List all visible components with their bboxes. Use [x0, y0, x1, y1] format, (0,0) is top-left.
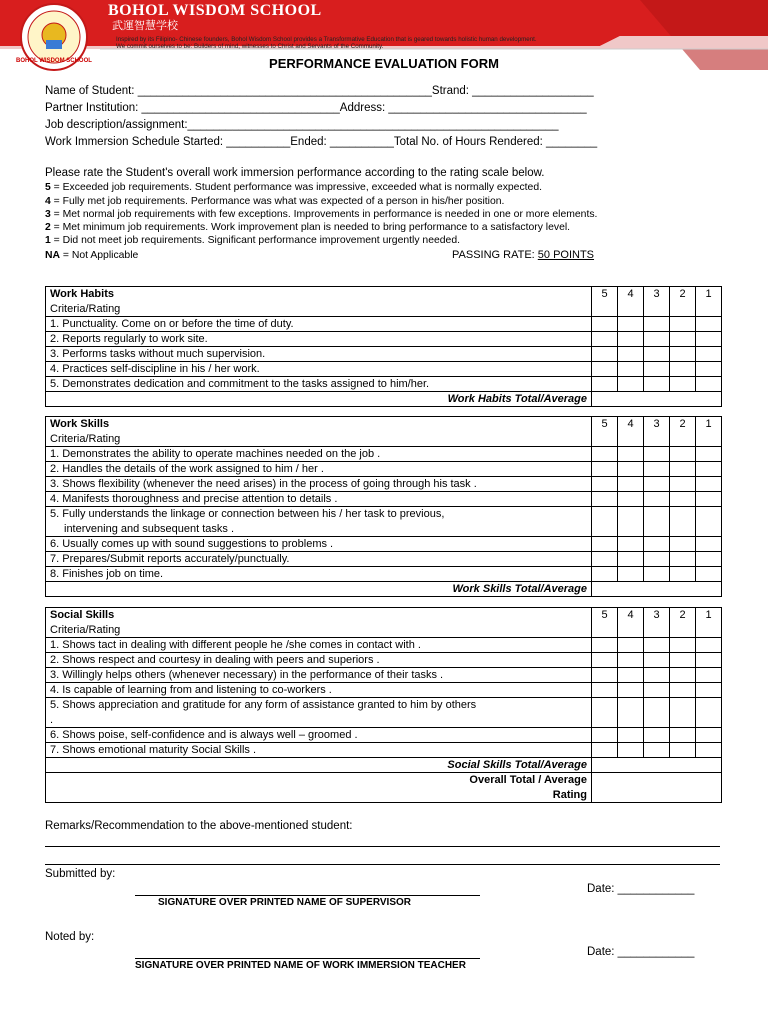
table-row: [46, 492, 722, 507]
rating-cell[interactable]: [618, 492, 644, 507]
rating-cell[interactable]: [696, 377, 722, 392]
criterion: 6. Shows poise, self-confidence and is always well – groomed .: [46, 728, 592, 743]
svg-text:BOHOL WISDOM SCHOOL: BOHOL WISDOM SCHOOL: [16, 58, 92, 64]
work-habits-table: [45, 286, 722, 407]
noted-by-label: Noted by:: [45, 931, 95, 943]
rating-cell[interactable]: [618, 552, 644, 567]
rating-cell[interactable]: [644, 507, 670, 537]
rating-cell[interactable]: [644, 743, 670, 758]
rating-header: 2: [670, 287, 696, 317]
table-row: [46, 317, 722, 332]
scale-item: 5 = Exceeded job requirements. Student performance was impressive, exceeded what is normally expected.: [45, 182, 542, 193]
rating-cell[interactable]: [592, 537, 618, 552]
total-cell[interactable]: [592, 392, 722, 407]
scale-item: 3 = Met normal job requirements with few exceptions. Improvements in performance is needed in one or more elements.: [45, 209, 598, 220]
table-row: [46, 332, 722, 347]
student-name-field[interactable]: Name of Student: ______________________________________________Strand: ___________________: [45, 85, 594, 97]
remarks-label: Remarks/Recommendation to the above-mentioned student:: [45, 820, 353, 832]
rating-cell[interactable]: [618, 653, 644, 668]
passing-rate-value: 50 POINTS: [537, 249, 595, 261]
rating-cell[interactable]: [670, 332, 696, 347]
table-row: [46, 638, 722, 653]
rating-cell[interactable]: [670, 317, 696, 332]
rating-cell[interactable]: [670, 362, 696, 377]
scale-item: 2 = Met minimum job requirements. Work improvement plan is needed to bring performance to a satisfactory level.: [45, 222, 571, 233]
rating-instruction: Please rate the Student's overall work immersion performance according to the rating scale below.: [45, 167, 545, 179]
rating-cell[interactable]: [644, 447, 670, 462]
rating-header: 4: [618, 287, 644, 317]
total-cell[interactable]: [592, 582, 722, 597]
table-row: [46, 537, 722, 552]
rating-cell[interactable]: [618, 362, 644, 377]
rating-cell[interactable]: [696, 567, 722, 582]
table-row: [46, 552, 722, 567]
rating-cell[interactable]: [670, 347, 696, 362]
table-row: [46, 668, 722, 683]
rating-cell[interactable]: [592, 362, 618, 377]
remarks-line[interactable]: [45, 864, 720, 865]
rating-cell[interactable]: [644, 492, 670, 507]
scale-item: 4 = Fully met job requirements. Performance was what was expected of a person in his/her position.: [45, 196, 505, 207]
total-cell[interactable]: [592, 758, 722, 773]
rating-cell[interactable]: [696, 683, 722, 698]
total-row: [46, 392, 722, 407]
table-row: [46, 462, 722, 477]
criterion: 2. Shows respect and courtesy in dealing with peers and superiors .: [46, 653, 592, 668]
rating-cell[interactable]: [644, 477, 670, 492]
job-description-field[interactable]: Job description/assignment:__________________________________________________________: [45, 119, 559, 131]
rating-cell[interactable]: [592, 462, 618, 477]
rating-cell[interactable]: [592, 728, 618, 743]
table-row: [46, 477, 722, 492]
rating-header: 5: [592, 417, 618, 447]
rating-cell[interactable]: [618, 683, 644, 698]
criterion: 7. Shows emotional maturity Social Skills .: [46, 743, 592, 758]
school-chinese-name: 武運智慧学校: [112, 20, 178, 32]
rating-cell[interactable]: [644, 728, 670, 743]
school-tagline-2: We commit ourselves to be: Builders of mind, witnesses to Christ and Servants of the Community.: [116, 43, 384, 50]
teacher-date-field[interactable]: Date: ____________: [587, 946, 695, 958]
table-row: [46, 567, 722, 582]
rating-cell[interactable]: [670, 492, 696, 507]
rating-cell[interactable]: [670, 728, 696, 743]
rating-cell[interactable]: [696, 668, 722, 683]
rating-cell[interactable]: [592, 668, 618, 683]
schedule-field[interactable]: Work Immersion Schedule Started: __________Ended: __________Total No. of Hours Rendered: ________: [45, 136, 598, 148]
table-row: [46, 362, 722, 377]
criterion: 5. Fully understands the linkage or connection between his / her task to previous, intervening and subsequent tasks .: [46, 507, 592, 537]
rating-cell[interactable]: [644, 683, 670, 698]
rating-cell[interactable]: [592, 638, 618, 653]
criterion: 4. Practices self-discipline in his / her work.: [46, 362, 592, 377]
rating-cell[interactable]: [696, 477, 722, 492]
criterion: 6. Usually comes up with sound suggestions to problems .: [46, 537, 592, 552]
rating-cell[interactable]: [644, 317, 670, 332]
teacher-caption: SIGNATURE OVER PRINTED NAME OF WORK IMMERSION TEACHER: [135, 960, 466, 971]
social-skills-total-label: Social Skills Total/Average: [46, 758, 592, 773]
rating-header: 3: [644, 287, 670, 317]
rating-header: 4: [618, 608, 644, 638]
work-habits-total-label: Work Habits Total/Average: [46, 392, 592, 407]
rating-header: 3: [644, 608, 670, 638]
rating-cell[interactable]: [696, 698, 722, 728]
rating-cell[interactable]: [644, 638, 670, 653]
rating-cell[interactable]: [618, 447, 644, 462]
supervisor-caption: SIGNATURE OVER PRINTED NAME OF SUPERVISOR: [158, 897, 411, 908]
supervisor-signature-line[interactable]: [135, 895, 480, 896]
rating-header: 5: [592, 287, 618, 317]
social-skills-table: [45, 607, 722, 803]
rating-cell[interactable]: [644, 668, 670, 683]
rating-cell[interactable]: [670, 638, 696, 653]
rating-cell[interactable]: [696, 492, 722, 507]
section-header: Work Skills Criteria/Rating: [46, 417, 592, 447]
work-skills-total-label: Work Skills Total/Average: [46, 582, 592, 597]
rating-cell[interactable]: [670, 653, 696, 668]
rating-cell[interactable]: [618, 377, 644, 392]
work-skills-table: [45, 416, 722, 597]
rating-cell[interactable]: [592, 347, 618, 362]
rating-cell[interactable]: [644, 567, 670, 582]
form-title: PERFORMANCE EVALUATION FORM: [269, 56, 499, 71]
criterion: 2. Reports regularly to work site.: [46, 332, 592, 347]
rating-cell[interactable]: [696, 507, 722, 537]
rating-header: 5: [592, 608, 618, 638]
criterion: 1. Punctuality. Come on or before the time of duty.: [46, 317, 592, 332]
section-header: Social Skills Criteria/Rating: [46, 608, 592, 638]
criterion: 7. Prepares/Submit reports accurately/punctually.: [46, 552, 592, 567]
rating-cell[interactable]: [592, 552, 618, 567]
rating-header: 1: [696, 287, 722, 317]
criterion: 5. Demonstrates dedication and commitment to the tasks assigned to him/her.: [46, 377, 592, 392]
rating-cell[interactable]: [618, 668, 644, 683]
criterion: 4. Is capable of learning from and listening to co-workers .: [46, 683, 592, 698]
rating-cell[interactable]: [592, 507, 618, 537]
overall-row: [46, 773, 722, 803]
rating-header: 2: [670, 417, 696, 447]
rating-cell[interactable]: [670, 683, 696, 698]
total-row: [46, 582, 722, 597]
school-tagline-1: Inspired by its Filipino- Chinese founders, Bohol Wisdom School provides a Transformative Education that is geared towards holistic human development.: [116, 36, 537, 43]
table-row: [46, 743, 722, 758]
rating-cell[interactable]: [618, 638, 644, 653]
remarks-line[interactable]: [45, 846, 720, 847]
criterion: 1. Shows tact in dealing with different people he /she comes in contact with .: [46, 638, 592, 653]
rating-cell[interactable]: [696, 537, 722, 552]
rating-cell[interactable]: [644, 377, 670, 392]
criterion: 5. Shows appreciation and gratitude for any form of assistance granted to him by others .: [46, 698, 592, 728]
rating-header: 3: [644, 417, 670, 447]
rating-cell[interactable]: [644, 552, 670, 567]
rating-cell[interactable]: [592, 377, 618, 392]
table-row: [46, 377, 722, 392]
rating-cell[interactable]: [644, 698, 670, 728]
table-row: [46, 653, 722, 668]
rating-cell[interactable]: [670, 447, 696, 462]
criterion: 4. Manifests thoroughness and precise attention to details .: [46, 492, 592, 507]
rating-cell[interactable]: [592, 447, 618, 462]
rating-cell[interactable]: [644, 462, 670, 477]
rating-cell[interactable]: [618, 477, 644, 492]
rating-cell[interactable]: [670, 477, 696, 492]
rating-cell[interactable]: [696, 447, 722, 462]
rating-cell[interactable]: [696, 638, 722, 653]
rating-cell[interactable]: [670, 507, 696, 537]
rating-cell[interactable]: [644, 362, 670, 377]
rating-cell[interactable]: [618, 567, 644, 582]
rating-cell[interactable]: [618, 347, 644, 362]
rating-cell[interactable]: [592, 332, 618, 347]
rating-cell[interactable]: [670, 668, 696, 683]
rating-header: 1: [696, 417, 722, 447]
rating-cell[interactable]: [592, 653, 618, 668]
criterion: 2. Handles the details of the work assigned to him / her .: [46, 462, 592, 477]
rating-cell[interactable]: [644, 653, 670, 668]
rating-cell[interactable]: [592, 698, 618, 728]
school-name: BOHOL WISDOM SCHOOL: [108, 2, 322, 19]
rating-cell[interactable]: [670, 552, 696, 567]
rating-cell[interactable]: [696, 362, 722, 377]
rating-cell[interactable]: [670, 743, 696, 758]
rating-cell[interactable]: [618, 462, 644, 477]
criterion: 8. Finishes job on time.: [46, 567, 592, 582]
table-row: [46, 683, 722, 698]
partner-institution-field[interactable]: Partner Institution: _______________________________Address: _______________________________: [45, 102, 587, 114]
rating-cell[interactable]: [618, 537, 644, 552]
overall-total-cell[interactable]: [592, 773, 722, 803]
rating-cell[interactable]: [592, 477, 618, 492]
rating-cell[interactable]: [696, 462, 722, 477]
rating-cell[interactable]: [670, 537, 696, 552]
rating-cell[interactable]: [696, 552, 722, 567]
rating-cell[interactable]: [696, 332, 722, 347]
rating-cell[interactable]: [670, 567, 696, 582]
rating-cell[interactable]: [644, 347, 670, 362]
rating-cell[interactable]: [618, 728, 644, 743]
rating-cell[interactable]: [696, 743, 722, 758]
scale-item: 1 = Did not meet job requirements. Significant performance improvement urgently needed.: [45, 235, 460, 246]
table-row: [46, 447, 722, 462]
rating-cell[interactable]: [592, 567, 618, 582]
scale-na: NA = Not Applicable: [45, 250, 139, 261]
teacher-signature-line[interactable]: [135, 958, 480, 959]
rating-cell[interactable]: [592, 743, 618, 758]
rating-cell[interactable]: [696, 317, 722, 332]
submitted-by-label: Submitted by:: [45, 868, 116, 880]
rating-cell[interactable]: [618, 698, 644, 728]
rating-cell[interactable]: [696, 728, 722, 743]
criterion: 3. Shows flexibility (whenever the need arises) in the process of going through his task .: [46, 477, 592, 492]
rating-cell[interactable]: [618, 507, 644, 537]
rating-cell[interactable]: [696, 653, 722, 668]
rating-header: 2: [670, 608, 696, 638]
criterion: 3. Willingly helps others (whenever necessary) in the performance of their tasks .: [46, 668, 592, 683]
rating-header: 4: [618, 417, 644, 447]
rating-cell[interactable]: [670, 462, 696, 477]
table-row: [46, 728, 722, 743]
overall-total-label: Overall Total / Average Rating: [46, 773, 592, 803]
table-row: [46, 347, 722, 362]
rating-cell[interactable]: [592, 492, 618, 507]
rating-cell[interactable]: [618, 332, 644, 347]
rating-cell[interactable]: [592, 317, 618, 332]
passing-rate: PASSING RATE: 50 POINTS: [452, 249, 595, 261]
rating-cell[interactable]: [670, 377, 696, 392]
section-header: Work Habits Criteria/Rating: [46, 287, 592, 317]
rating-cell[interactable]: [618, 317, 644, 332]
table-row: [46, 507, 722, 537]
rating-header: 1: [696, 608, 722, 638]
rating-cell[interactable]: [644, 537, 670, 552]
criterion: 1. Demonstrates the ability to operate machines needed on the job .: [46, 447, 592, 462]
table-row: [46, 698, 722, 728]
rating-cell[interactable]: [644, 332, 670, 347]
rating-cell[interactable]: [592, 683, 618, 698]
rating-cell[interactable]: [670, 698, 696, 728]
rating-cell[interactable]: [696, 347, 722, 362]
supervisor-date-field[interactable]: Date: ____________: [587, 883, 695, 895]
criterion: 3. Performs tasks without much supervision.: [46, 347, 592, 362]
rating-cell[interactable]: [618, 743, 644, 758]
total-row: [46, 758, 722, 773]
